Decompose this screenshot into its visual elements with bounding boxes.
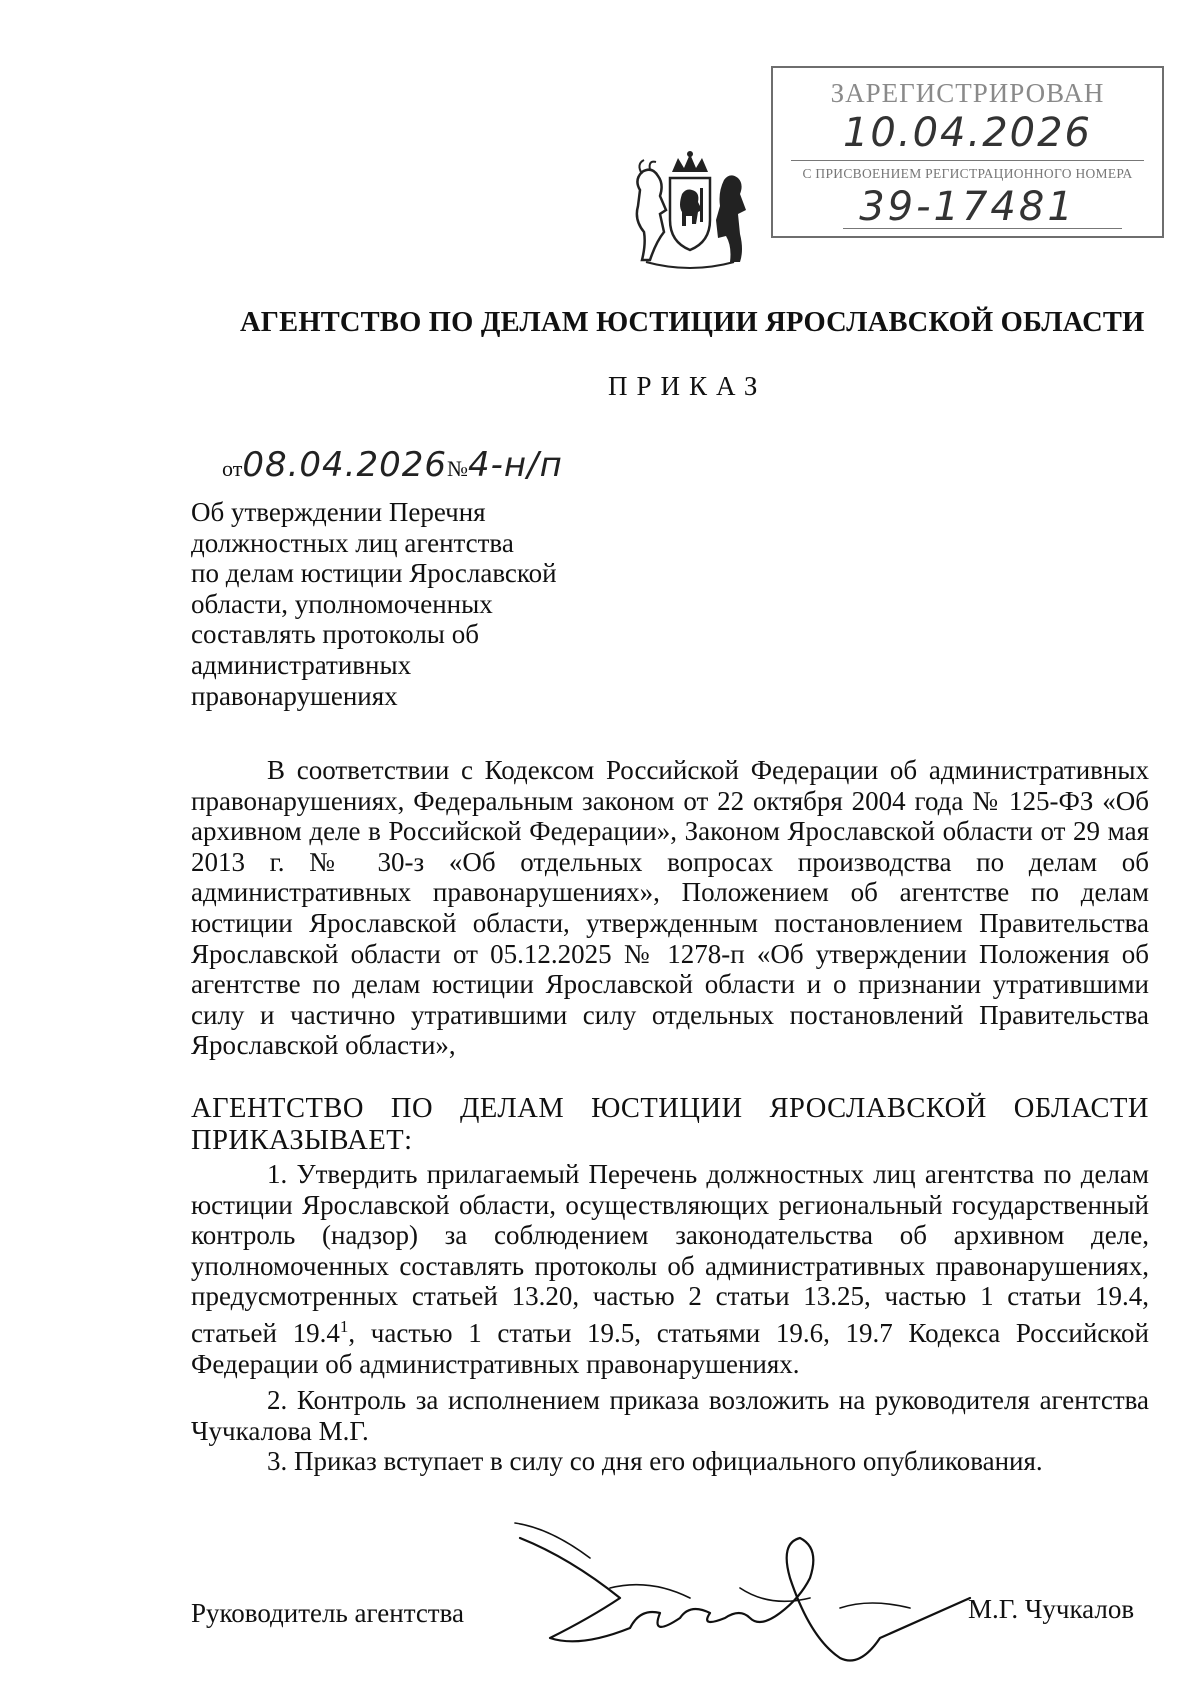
- signatory-title: Руководитель агентства: [191, 1598, 464, 1628]
- stamp-date: 10.04.2026: [842, 110, 1093, 156]
- signatory-name: М.Г. Чучкалов: [968, 1594, 1135, 1624]
- stamp-title: ЗАРЕГИСТРИРОВАН: [830, 78, 1105, 108]
- order-subject: [191, 497, 621, 711]
- subject-line: правонарушениях: [191, 680, 398, 711]
- subject-line: составлять протоколы об: [191, 619, 479, 650]
- order-number: 4-н/п: [468, 445, 563, 485]
- subject-line: по делам юстиции Ярославской: [191, 558, 557, 589]
- handwritten-signature: [510, 1518, 980, 1683]
- item1-text-continued: , частью 1 статьи 19.5, статьями 19.6, 19.7 Кодекса Российской Федерации об административных правонарушениях.: [191, 1317, 1149, 1379]
- stamp-subtitle: С ПРИСВОЕНИЕМ РЕГИСТРАЦИОННОГО НОМЕРА: [802, 166, 1133, 181]
- subject-line: области, уполномоченных: [191, 588, 493, 619]
- coat-of-arms-icon: [620, 150, 760, 275]
- agency-heading: АГЕНТСТВО ПО ДЕЛАМ ЮСТИЦИИ ЯРОСЛАВСКОЙ ОБЛАСТИ: [240, 307, 1145, 338]
- agency-orders-line: АГЕНТСТВО ПО ДЕЛАМ ЮСТИЦИИ ЯРОСЛАВСКОЙ ОБЛАСТИ ПРИКАЗЫВАЕТ:: [191, 1093, 1149, 1156]
- subject-line: административных: [191, 649, 412, 680]
- stamp-number: 39-17481: [859, 184, 1076, 230]
- preamble-paragraph: В соответствии с Кодексом Российской Федерации об административных правонарушениях, Федеральным законом от 22 октября 2004 года № 125-ФЗ «Об архивном деле в Российской Федерации», Законом Ярославской области от 29 мая 2013 г. № 30-з «Об отдельных вопросах производства по делам об административных правонарушениях», Положением об агентстве по делам юстиции Ярославской области, утвержденным постановлением Правительства Ярославской области от 05.12.2025 № 1278-п «Об утверждении Положения об агентстве по делам юстиции Ярославской области и о признании утратившими силу и частично утратившими силу отдельных постановлений Правительства Ярославской области»,: [191, 755, 1149, 1061]
- item1-superscript: 1: [339, 1316, 349, 1336]
- number-prefix: №: [447, 456, 468, 481]
- subject-line: должностных лиц агентства: [191, 527, 514, 558]
- date-prefix: от: [222, 456, 243, 481]
- order-date-number: [222, 445, 563, 485]
- subject-line: Об утверждении Перечня: [191, 497, 486, 527]
- stamp-underline: [843, 228, 1122, 229]
- item1-text: 1. Утвердить прилагаемый Перечень должностных лиц агентства по делам юстиции Ярославской области, осуществляющих региональный государственный контроль (надзор) за соблюдением законодательства об архивном деле, уполномоченных составлять протоколы об административных правонарушениях, предусмотренных статьей 13.20, частью 2 статьи 13.25, частью 1 статьи 19.4, статьей 19.4: [191, 1159, 1149, 1348]
- document-type: ПРИКАЗ: [608, 371, 767, 401]
- order-item-3: 3. Приказ вступает в силу со дня его официального опубликования.: [267, 1446, 1043, 1476]
- stamp-divider: [791, 160, 1144, 161]
- order-item-2: 2. Контроль за исполнением приказа возложить на руководителя агентства Чучкалова М.Г.: [191, 1385, 1149, 1446]
- registration-stamp: [771, 66, 1164, 238]
- order-item-1: [191, 1159, 1149, 1379]
- order-date: 08.04.2026: [242, 445, 447, 485]
